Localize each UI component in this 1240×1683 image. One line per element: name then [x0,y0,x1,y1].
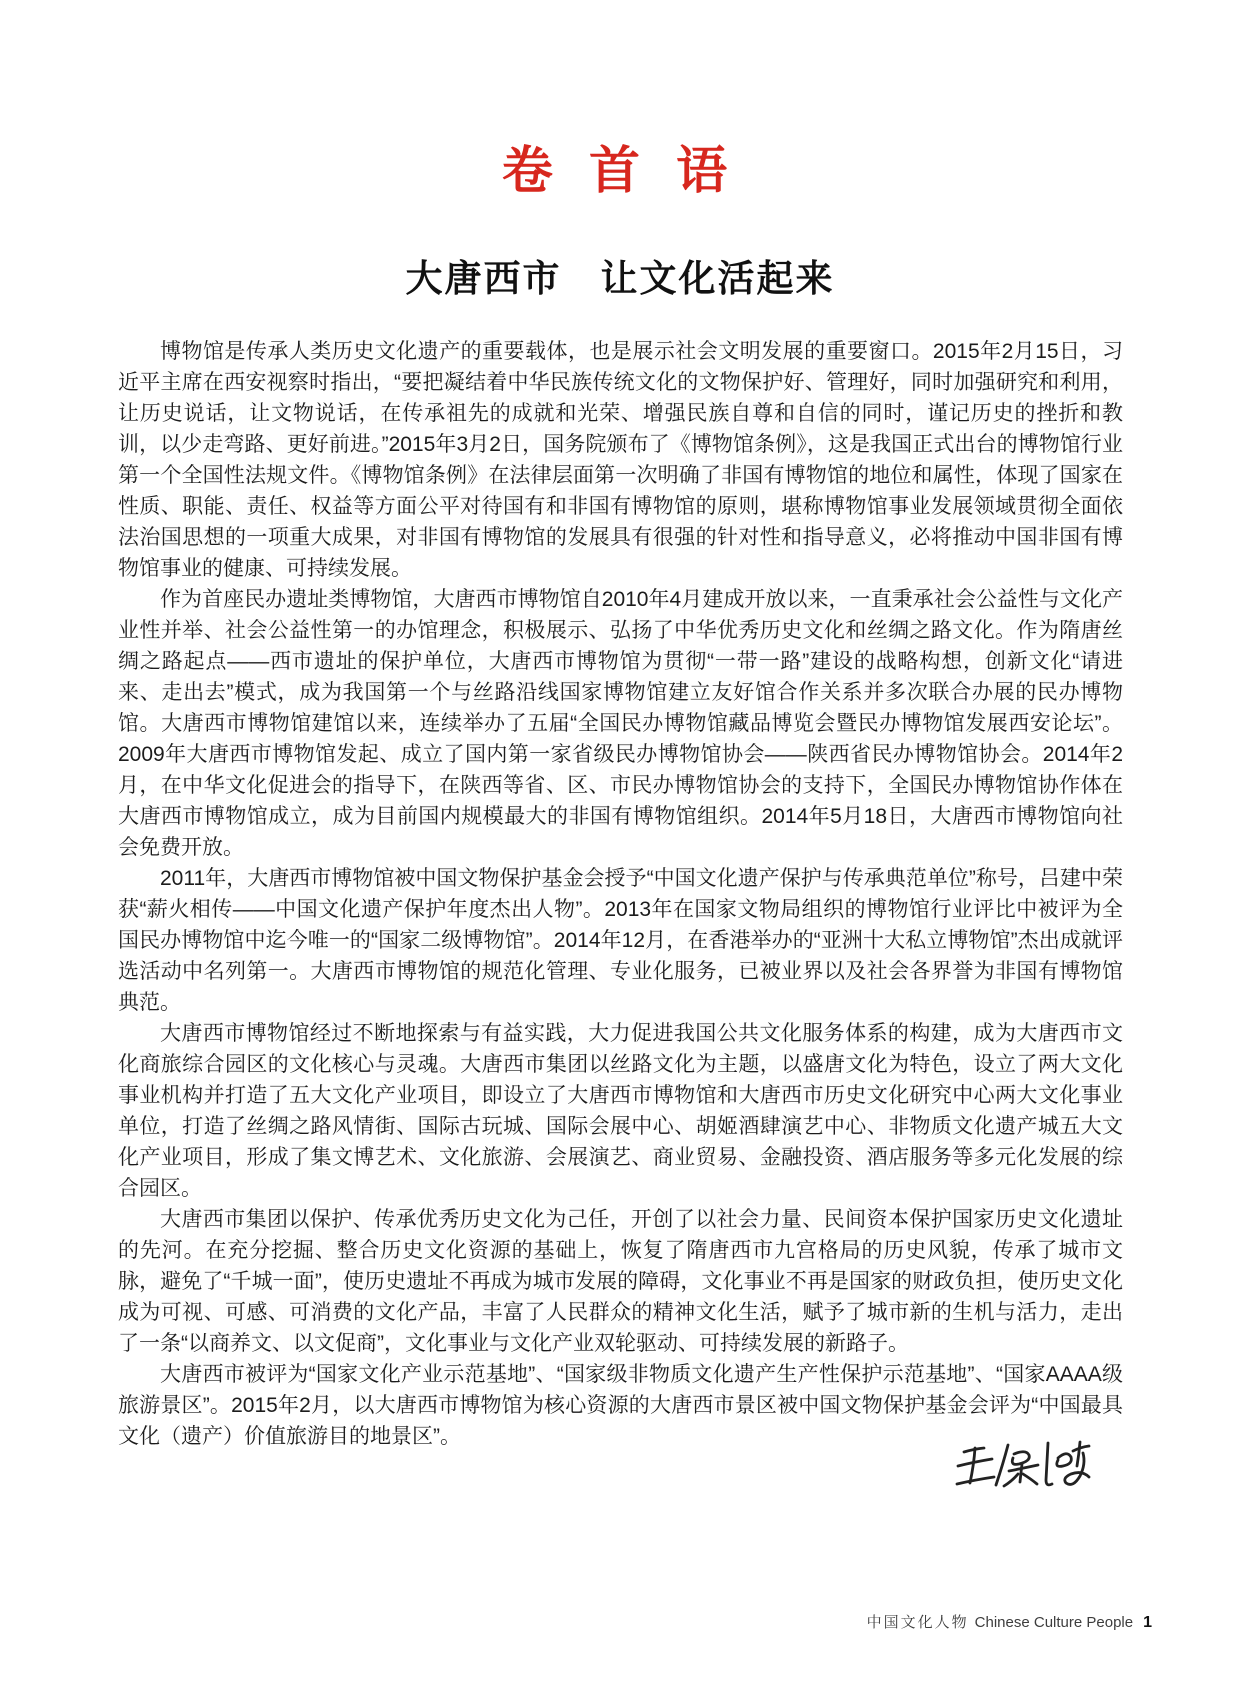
article-title: 大唐西市 让文化活起来 [405,259,835,300]
paragraph: 大唐西市被评为“国家文化产业示范基地”、“国家级非物质文化遗产生产性保护示范基地”、“国家AAAA级旅游景区”。2015年2月，以大唐西市博物馆为核心资源的大唐西市景区被中国文物保护基金会评为“中国最具文化（遗产）价值旅游目的地景区”。 [118,1363,1123,1448]
footer-page-number: 1 [1143,1614,1152,1631]
paragraph: 大唐西市集团以保护、传承优秀历史文化为己任，开创了以社会力量、民间资本保护国家历史文化遗址的先河。在充分挖掘、整合历史文化资源的基础上，恢复了隋唐西市九宫格局的历史风貌，传承了城市文脉，避免了“千城一面”，使历史遗址不再成为城市发展的障碍，文化事业不再是国家的财政负担，使历史文化成为可视、可感、可消费的文化产品，丰富了人民群众的精神文化生活，赋予了城市新的生机与活力，走出了一条“以商养文、以文促商”，文化事业与文化产业双轮驱动、可持续发展的新路子。 [118,1208,1123,1355]
paragraph: 2011年，大唐西市博物馆被中国文物保护基金会授予“中国文化遗产保护与传承典范单位”称号，吕建中荣获“薪火相传——中国文化遗产保护年度杰出人物”。2013年在国家文物局组织的博物馆行业评比中被评为全国民办博物馆中迄今唯一的“国家二级博物馆”。2014年12月，在香港举办的“亚洲十大私立博物馆”杰出成就评选活动中名列第一。大唐西市博物馆的规范化管理、专业化服务，已被业界以及社会各界誉为非国有博物馆典范。 [118,867,1123,1014]
signature-image [952,1436,1097,1498]
paragraph: 作为首座民办遗址类博物馆，大唐西市博物馆自2010年4月建成开放以来，一直秉承社会公益性与文化产业性并举、社会公益性第一的办馆理念，积极展示、弘扬了中华优秀历史文化和丝绸之路文化。作为隋唐丝绸之路起点——西市遗址的保护单位，大唐西市博物馆为贯彻“一带一路”建设的战略构想，创新文化“请进来、走出去”模式，成为我国第一个与丝路沿线国家博物馆建立友好馆合作关系并多次联合办展的民办博物馆。大唐西市博物馆建馆以来，连续举办了五届“全国民办博物馆藏品博览会暨民办博物馆发展西安论坛”。 2009年大唐西市博物馆发起、成立了国内第一家省级民办博物馆协会——陕西省民办博物馆协会。2014年2月，在中华文化促进会的指导下，在陕西等省、区、市民办博物馆协会的支持下，全国民办博物馆协作体在大唐西市博物馆成立，成为目前国内规模最大的非国有博物馆组织。2014年5月18日，大唐西市博物馆向社会免费开放。 [118,588,1123,859]
page-footer [867,1613,1152,1633]
paragraph: 博物馆是传承人类历史文化遗产的重要载体，也是展示社会文明发展的重要窗口。2015年2月15日，习近平主席在西安视察时指出，“要把凝结着中华民族传统文化的文物保护好、管理好，同时加强研究和利用，让历史说话，让文物说话，在传承祖先的成就和光荣、增强民族自尊和自信的同时，谨记历史的挫折和教训，以少走弯路、更好前进。”2015年3月2日，国务院颁布了《博物馆条例》，这是我国正式出台的博物馆行业第一个全国性法规文件。《博物馆条例》在法律层面第一次明确了非国有博物馆的地位和属性，体现了国家在性质、职能、责任、权益等方面公平对待国有和非国有博物馆的原则，堪称博物馆事业发展领域贯彻全面依法治国思想的一项重大成果，对非国有博物馆的发展具有很强的针对性和指导意义，必将推动中国非国有博物馆事业的健康、可持续发展。 [118,340,1123,580]
footer-journal-name-cn: 中国文化人物 [866,1614,969,1631]
article-body [118,336,1123,1452]
section-title: 卷 首 语 [501,142,739,199]
footer-journal-name-en: Chinese Culture People [974,1614,1134,1631]
handwritten-signature [952,1436,1097,1498]
paragraph: 大唐西市博物馆经过不断地探索与有益实践，大力促进我国公共文化服务体系的构建，成为大唐西市文化商旅综合园区的文化核心与灵魂。大唐西市集团以丝路文化为主题，以盛唐文化为特色，设立了两大文化事业机构并打造了五大文化产业项目，即设立了大唐西市博物馆和大唐西市历史文化研究中心两大文化事业单位，打造了丝绸之路风情街、国际古玩城、国际会展中心、胡姬酒肆演艺中心、非物质文化遗产城五大文化产业项目，形成了集文博艺术、文化旅游、会展演艺、商业贸易、金融投资、酒店服务等多元化发展的综合园区。 [118,1022,1123,1200]
